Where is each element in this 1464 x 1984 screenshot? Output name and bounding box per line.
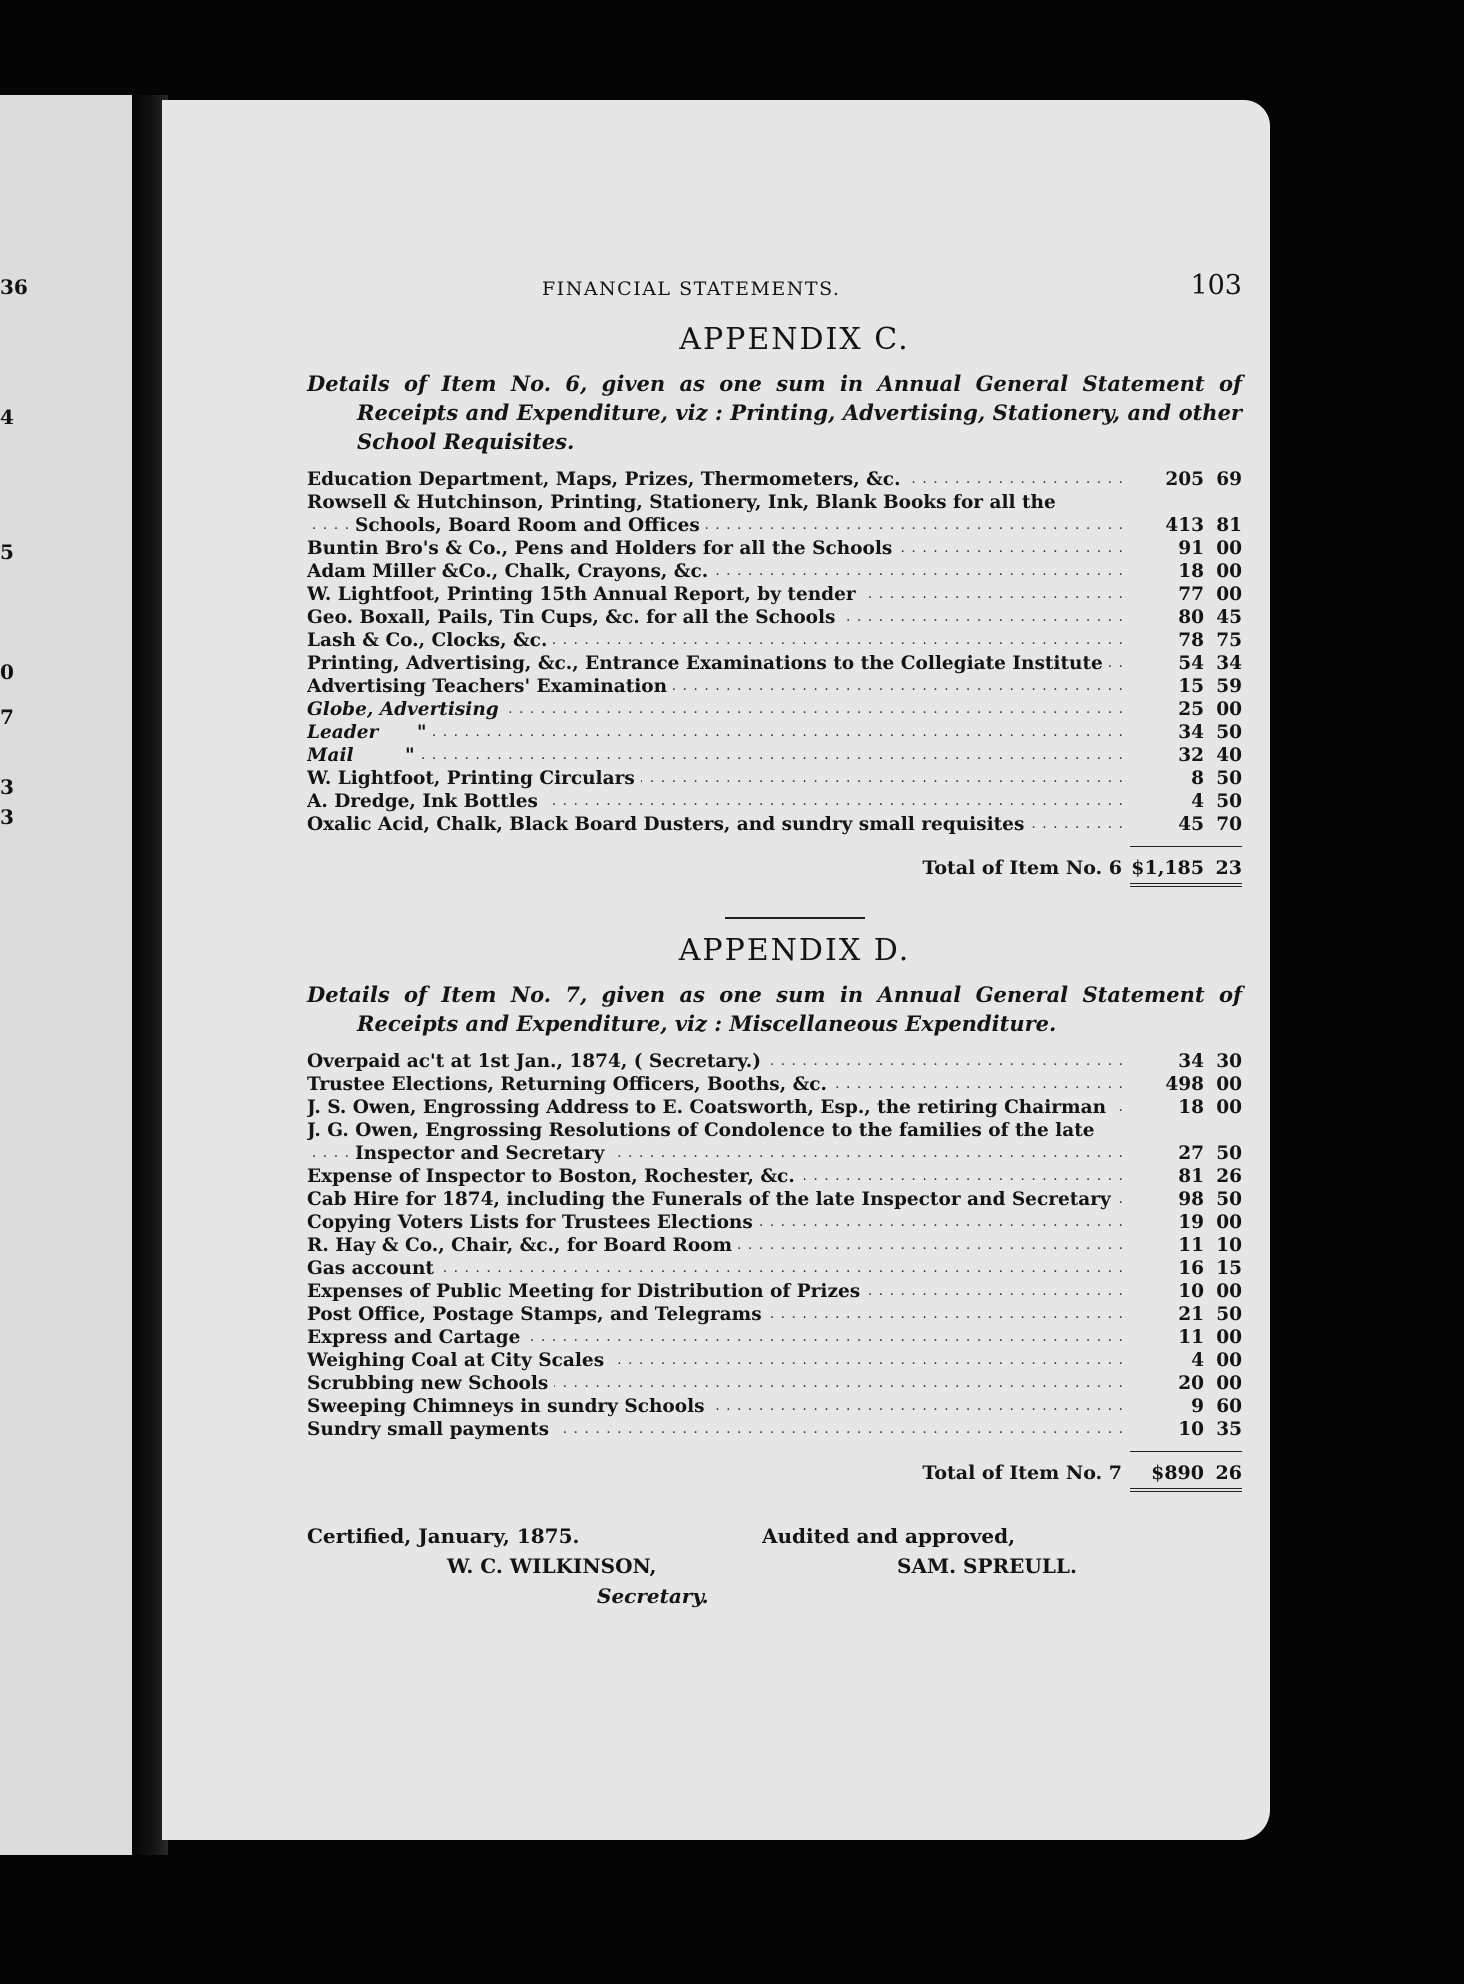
line-item-description: Geo. Boxall, Pails, Tin Cups, &c. for all the Schools: [307, 607, 841, 628]
line-item-dollars: 19: [1178, 1212, 1204, 1233]
line-item-description: Oxalic Acid, Chalk, Black Board Dusters, and sundry small requisites: [307, 814, 1030, 835]
line-item-dollars: 98: [1178, 1189, 1204, 1210]
line-item-cents: 00: [1216, 1212, 1242, 1233]
line-item-dollars: 413: [1165, 515, 1204, 536]
line-item-description: Education Department, Maps, Prizes, Thermometers, &c.: [307, 469, 907, 490]
line-item-cents: 69: [1216, 469, 1242, 490]
line-item-dollars: 11: [1178, 1235, 1204, 1256]
line-item-dollars: 10: [1178, 1419, 1204, 1440]
line-item-description: Sweeping Chimneys in sundry Schools: [307, 1396, 711, 1417]
line-item: [307, 1349, 1242, 1372]
line-item: [307, 1257, 1242, 1280]
line-item-description: Post Office, Postage Stamps, and Telegrams: [307, 1304, 768, 1325]
line-item-cents: 00: [1216, 538, 1242, 559]
line-item-cents: 75: [1216, 630, 1242, 651]
line-item-dollars: 91: [1178, 538, 1204, 559]
line-item-cents: 00: [1216, 1373, 1242, 1394]
section-separator: [725, 917, 865, 919]
appendix-c-total-cents: 23: [1215, 857, 1242, 879]
line-item-dollars: 54: [1178, 653, 1204, 674]
facing-page-strip: [0, 95, 132, 1855]
facing-page-number: 0: [0, 660, 14, 684]
line-item-dollars: 77: [1178, 584, 1204, 605]
appendix-d-total-label: Total of Item No. 7: [922, 1462, 1122, 1484]
line-item-description: Adam Miller &Co., Chalk, Crayons, &c.: [307, 561, 714, 582]
line-item-cents: 35: [1216, 1419, 1242, 1440]
line-item: [307, 1326, 1242, 1349]
signature-block: [307, 1524, 1242, 1624]
line-item-description: Printing, Advertising, &c., Entrance Examinations to the Collegiate Institute: [307, 653, 1109, 674]
audited-line: Audited and approved,: [762, 1524, 1016, 1548]
line-item-description: Scrubbing new Schools: [307, 1373, 554, 1394]
facing-page-number: 3: [0, 775, 14, 799]
line-item-description: W. Lightfoot, Printing Circulars: [307, 768, 641, 789]
line-item: [307, 1303, 1242, 1326]
appendix-d-heading: APPENDIX D.: [678, 933, 911, 968]
line-item-cents: 00: [1216, 1097, 1242, 1118]
line-item-description: Overpaid ac't at 1st Jan., 1874, ( Secretary.): [307, 1051, 767, 1072]
line-item-dollars: 78: [1178, 630, 1204, 651]
line-item: [307, 675, 1242, 698]
line-item-dollars: 4: [1191, 791, 1204, 812]
line-item-cents: 59: [1216, 676, 1242, 697]
page-content: [307, 268, 1242, 1624]
line-item: [307, 1119, 1242, 1165]
line-item: [307, 606, 1242, 629]
line-item-description: W. Lightfoot, Printing 15th Annual Report, by tender: [307, 584, 862, 605]
appendix-c-sum-rule: [307, 846, 1242, 847]
line-item-description: Mail ": [307, 745, 421, 766]
line-item-cents: 00: [1216, 1281, 1242, 1302]
appendix-d-items: [307, 1050, 1242, 1441]
page-number: 103: [1190, 270, 1242, 301]
line-item-cents: 00: [1216, 1074, 1242, 1095]
line-item-dollars: 81: [1178, 1166, 1204, 1187]
auditor-name: SAM. SPREULL.: [897, 1554, 1077, 1578]
line-item-cents: 34: [1216, 653, 1242, 674]
line-item-cents: 50: [1216, 768, 1242, 789]
line-item-cents: 10: [1216, 1235, 1242, 1256]
appendix-c-total: [307, 857, 1242, 879]
line-item-description: Express and Cartage: [307, 1327, 526, 1348]
line-item: [307, 1234, 1242, 1257]
appendix-c-description: Details of Item No. 6, given as one sum in Annual General Statement of Receipts and Expenditure, viz : Printing, Advertising, Stationery, and other School Requisites.: [307, 371, 1242, 454]
line-item-cents: 00: [1216, 1327, 1242, 1348]
line-item-cents: 15: [1216, 1258, 1242, 1279]
line-item-description: Sundry small payments: [307, 1419, 555, 1440]
appendix-c-items: [307, 468, 1242, 836]
line-item-dollars: 34: [1178, 722, 1204, 743]
line-item-dollars: 9: [1191, 1396, 1204, 1417]
line-item-description: Globe, Advertising: [307, 699, 505, 720]
line-item: [307, 1050, 1242, 1073]
line-item-description: Buntin Bro's & Co., Pens and Holders for all the Schools: [307, 538, 898, 559]
facing-page-number: 3: [0, 805, 14, 829]
line-item-dollars: 10: [1178, 1281, 1204, 1302]
line-item-dollars: 498: [1165, 1074, 1204, 1095]
appendix-c-double-rule: [307, 883, 1242, 891]
line-item-dollars: 32: [1178, 745, 1204, 766]
line-item-dollars: 11: [1178, 1327, 1204, 1348]
line-item-description: Leader ": [307, 722, 433, 743]
appendix-c-total-label: Total of Item No. 6: [922, 857, 1122, 879]
secretary-title: Secretary.: [597, 1584, 709, 1608]
line-item-dollars: 25: [1178, 699, 1204, 720]
line-item-cents: 50: [1216, 722, 1242, 743]
line-item-cents: 00: [1216, 584, 1242, 605]
line-item: [307, 813, 1242, 836]
appendix-d-double-rule: [307, 1488, 1242, 1496]
line-item: [307, 744, 1242, 767]
line-item-cents: 50: [1216, 1189, 1242, 1210]
line-item: [307, 1280, 1242, 1303]
line-item-description: Trustee Elections, Returning Officers, Booths, &c.: [307, 1074, 833, 1095]
facing-page-number: 4: [0, 405, 14, 429]
line-item-description: Gas account: [307, 1258, 440, 1279]
appendix-d-total-cents: 26: [1215, 1462, 1242, 1484]
line-item-dollars: 34: [1178, 1051, 1204, 1072]
line-item-description: Lash & Co., Clocks, &c.: [307, 630, 553, 651]
line-item: [307, 652, 1242, 675]
appendix-d-total-dollars: $890: [1151, 1462, 1204, 1484]
line-item-dollars: 18: [1178, 1097, 1204, 1118]
line-item-dollars: 21: [1178, 1304, 1204, 1325]
running-head-title: FINANCIAL STATEMENTS.: [542, 278, 841, 300]
running-head: [307, 268, 1242, 308]
appendix-d-total: [307, 1462, 1242, 1484]
line-item-cents: 50: [1216, 1304, 1242, 1325]
line-item: [307, 790, 1242, 813]
line-item: [307, 468, 1242, 491]
line-item: [307, 583, 1242, 606]
line-item-cents: 00: [1216, 1350, 1242, 1371]
facing-page-number: 5: [0, 540, 14, 564]
book-page: [162, 100, 1270, 1840]
line-item-description: A. Dredge, Ink Bottles: [307, 791, 544, 812]
line-item-dollars: 45: [1178, 814, 1204, 835]
line-item-cents: 00: [1216, 699, 1242, 720]
line-item-description: Rowsell & Hutchinson, Printing, Stationery, Ink, Blank Books for all the Schools, Board Room and Offices: [307, 492, 1056, 536]
line-item-cents: 00: [1216, 561, 1242, 582]
line-item-description: Copying Voters Lists for Trustees Elections: [307, 1212, 759, 1233]
line-item-cents: 60: [1216, 1396, 1242, 1417]
line-item-description: Expenses of Public Meeting for Distribution of Prizes: [307, 1281, 866, 1302]
line-item: [307, 1418, 1242, 1441]
line-item-description: R. Hay & Co., Chair, &c., for Board Room: [307, 1235, 738, 1256]
line-item-dollars: 4: [1191, 1350, 1204, 1371]
secretary-name: W. C. WILKINSON,: [447, 1554, 657, 1578]
line-item-description: Expense of Inspector to Boston, Rochester, &c.: [307, 1166, 801, 1187]
line-item-description: J. S. Owen, Engrossing Address to E. Coatsworth, Esp., the retiring Chairman: [307, 1097, 1112, 1118]
line-item-dollars: 27: [1178, 1143, 1204, 1164]
line-item-cents: 45: [1216, 607, 1242, 628]
line-item: [307, 1073, 1242, 1096]
line-item-description: Advertising Teachers' Examination: [307, 676, 673, 697]
line-item-cents: 50: [1216, 1143, 1242, 1164]
line-item-dollars: 8: [1191, 768, 1204, 789]
line-item-dollars: 80: [1178, 607, 1204, 628]
line-item: [307, 491, 1242, 537]
appendix-d-sum-rule: [307, 1451, 1242, 1452]
line-item: [307, 1211, 1242, 1234]
appendix-c-total-dollars: $1,185: [1131, 857, 1204, 879]
line-item-dollars: 20: [1178, 1373, 1204, 1394]
line-item-dollars: 16: [1178, 1258, 1204, 1279]
line-item: [307, 1165, 1242, 1188]
line-item-dollars: 18: [1178, 561, 1204, 582]
certified-line: Certified, January, 1875.: [307, 1524, 580, 1548]
facing-page-number: 7: [0, 705, 14, 729]
line-item-dollars: 205: [1165, 469, 1204, 490]
line-item-description: Weighing Coal at City Scales: [307, 1350, 610, 1371]
line-item: [307, 767, 1242, 790]
line-item: [307, 1188, 1242, 1211]
line-item-description: Cab Hire for 1874, including the Funerals of the late Inspector and Secretary: [307, 1189, 1117, 1210]
line-item: [307, 698, 1242, 721]
line-item-cents: 26: [1216, 1166, 1242, 1187]
line-item-cents: 40: [1216, 745, 1242, 766]
line-item-dollars: 15: [1178, 676, 1204, 697]
line-item-description: J. G. Owen, Engrossing Resolutions of Condolence to the families of the late Inspector and Secretary: [307, 1120, 1095, 1164]
line-item: [307, 1372, 1242, 1395]
line-item: [307, 1395, 1242, 1418]
line-item: [307, 721, 1242, 744]
line-item: [307, 1096, 1242, 1119]
appendix-d-description: Details of Item No. 7, given as one sum in Annual General Statement of Receipts and Expenditure, viz : Miscellaneous Expenditure.: [307, 982, 1242, 1036]
line-item-cents: 30: [1216, 1051, 1242, 1072]
line-item-cents: 50: [1216, 791, 1242, 812]
appendix-c-heading: APPENDIX C.: [679, 322, 910, 357]
line-item: [307, 560, 1242, 583]
line-item: [307, 629, 1242, 652]
line-item-cents: 70: [1216, 814, 1242, 835]
line-item-cents: 81: [1216, 515, 1242, 536]
facing-page-number: 36: [0, 275, 28, 299]
line-item: [307, 537, 1242, 560]
